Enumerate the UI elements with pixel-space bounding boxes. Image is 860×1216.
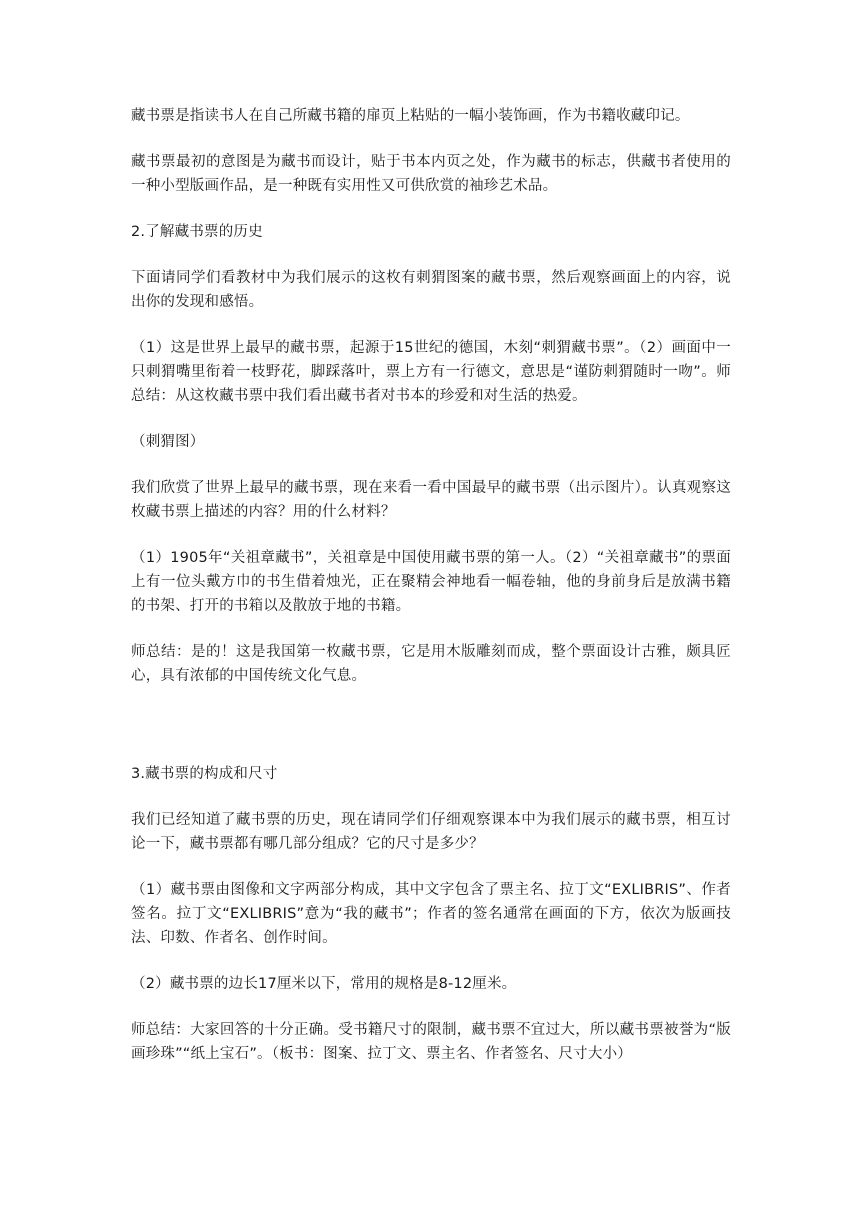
paragraph-china-summary: 师总结：是的！这是我国第一枚藏书票，它是用木版雕刻而成，整个票面设计古雅，颇具匠心，具有浓郁的中国传统文化气息。 — [131, 644, 731, 684]
paragraph-hedgehog-figure-note: （刺猬图） — [131, 434, 205, 450]
document-body — [131, 104, 731, 1088]
paragraph-china-prompt: 我们欣赏了世界上最早的藏书票，现在来看一看中国最早的藏书票（出示图片）。认真观察这枚藏书票上描述的内容？用的什么材料？ — [131, 480, 731, 520]
paragraph-china-answer: （1）1905年“关祖章藏书”，关祖章是中国使用藏书票的第一人。（2）“关祖章藏书”的票面上有一位头戴方巾的书生借着烛光，正在聚精会神地看一幅卷轴，他的身前身后是放满书籍的书架、打开的书箱以及散放于地的书籍。 — [131, 550, 731, 614]
paragraph-hedgehog-prompt: 下面请同学们看教材中为我们展示的这枚有刺猬图案的藏书票，然后观察画面上的内容，说出你的发现和感悟。 — [131, 270, 731, 310]
paragraph-composition-answer: （1）藏书票由图像和文字两部分构成，其中文字包含了票主名、拉丁文“EXLIBRIS”、作者签名。拉丁文“EXLIBRIS”意为“我的藏书”；作者的签名通常在画面的下方，依次为版画技法、印数、作者名、创作时间。 — [131, 882, 731, 946]
paragraph-purpose: 藏书票最初的意图是为藏书而设计，贴于书本内页之处，作为藏书的标志，供藏书者使用的一种小型版画作品，是一种既有实用性又可供欣赏的袖珍艺术品。 — [131, 154, 731, 194]
paragraph-definition: 藏书票是指读书人在自己所藏书籍的扉页上粘贴的一幅小装饰画，作为书籍收藏印记。 — [131, 108, 690, 124]
section-heading-composition: 3.藏书票的构成和尺寸 — [131, 766, 278, 782]
paragraph-hedgehog-answer: （1）这是世界上最早的藏书票，起源于15世纪的德国，木刻“刺猬藏书票”。（2）画面中一只刺猬嘴里衔着一枝野花，脚踩落叶，票上方有一行德文，意思是“谨防刺猬随时一吻”。师总结：从这枚藏书票中我们看出藏书者对书本的珍爱和对生活的热爱。 — [131, 340, 731, 404]
paragraph-size-answer: （2）藏书票的边长17厘米以下，常用的规格是8-12厘米。 — [131, 976, 517, 992]
section-heading-history: 2.了解藏书票的历史 — [131, 224, 263, 240]
paragraph-composition-prompt: 我们已经知道了藏书票的历史，现在请同学们仔细观察课本中为我们展示的藏书票，相互讨论一下，藏书票都有哪几部分组成？它的尺寸是多少？ — [131, 812, 731, 852]
blank-gap — [131, 710, 731, 762]
paragraph-final-summary: 师总结：大家回答的十分正确。受书籍尺寸的限制，藏书票不宜过大，所以藏书票被誉为“版画珍珠”“纸上宝石”。（板书：图案、拉丁文、票主名、作者签名、尺寸大小） — [131, 1022, 731, 1062]
